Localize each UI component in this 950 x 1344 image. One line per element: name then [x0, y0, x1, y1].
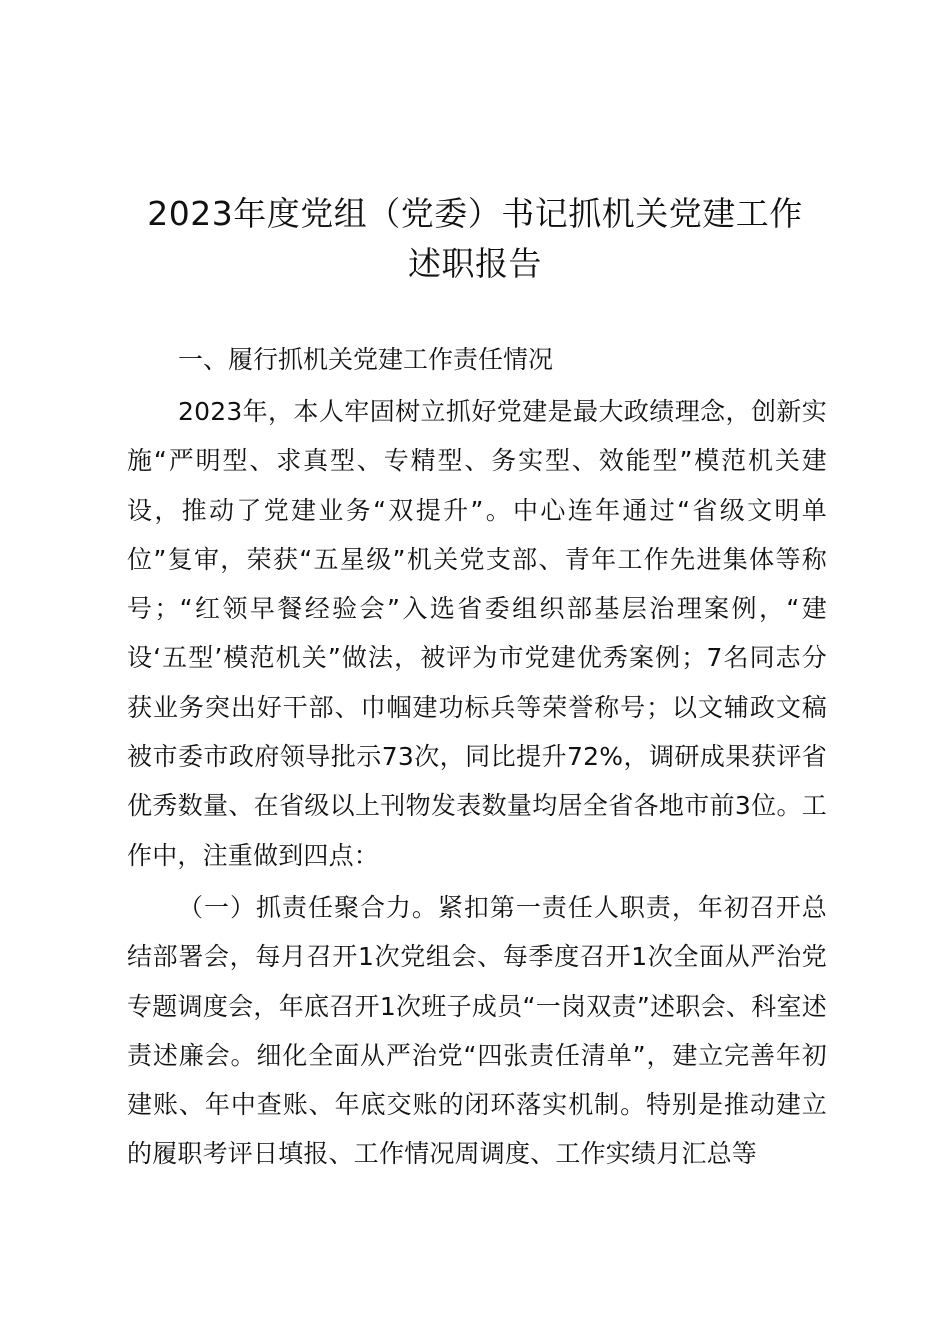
document-title-line-1: 2023年度党组（党委）书记抓机关党建工作: [147, 194, 803, 233]
body-paragraph: 2023年，本人牢固树立抓好党建是最大政绩理念，创新实施“严明型、求真型、专精型、务实型、效能型”模范机关建设，推动了党建业务“双提升”。中心连年通过“省级文明单位”复审，荣获“五星级”机关党支部、青年工作先进集体等称号；“红领早餐经验会”入选省委组织部基层治理案例，“建设‘五型’模范机关”做法，被评为市党建优秀案例；7名同志分获业务突出好干部、巾帼建功标兵等荣誉称号；以文辅政文稿被市委市政府领导批示73次，同比提升72%，调研成果获评省优秀数量、在省级以上刊物发表数量均居全省各地市前3位。工作中，注重做到四点：: [127, 397, 827, 870]
document-title-line-2: 述职报告: [408, 244, 542, 283]
section-heading: 一、履行抓机关党建工作责任情况: [178, 345, 554, 374]
body-paragraph: （一）抓责任聚合力。紧扣第一责任人职责，年初召开总结部署会，每月召开1次党组会、每季度召开1次全面从严治党专题调度会，年底召开1次班子成员“一岗双责”述职会、科室述责述廉会。细化全面从严治党“四张责任清单”，建立完善年初建账、年中查账、年底交账的闭环落实机制。特别是推动建立的履职考评日填报、工作情况周调度、工作实绩月汇总等: [127, 893, 827, 1169]
